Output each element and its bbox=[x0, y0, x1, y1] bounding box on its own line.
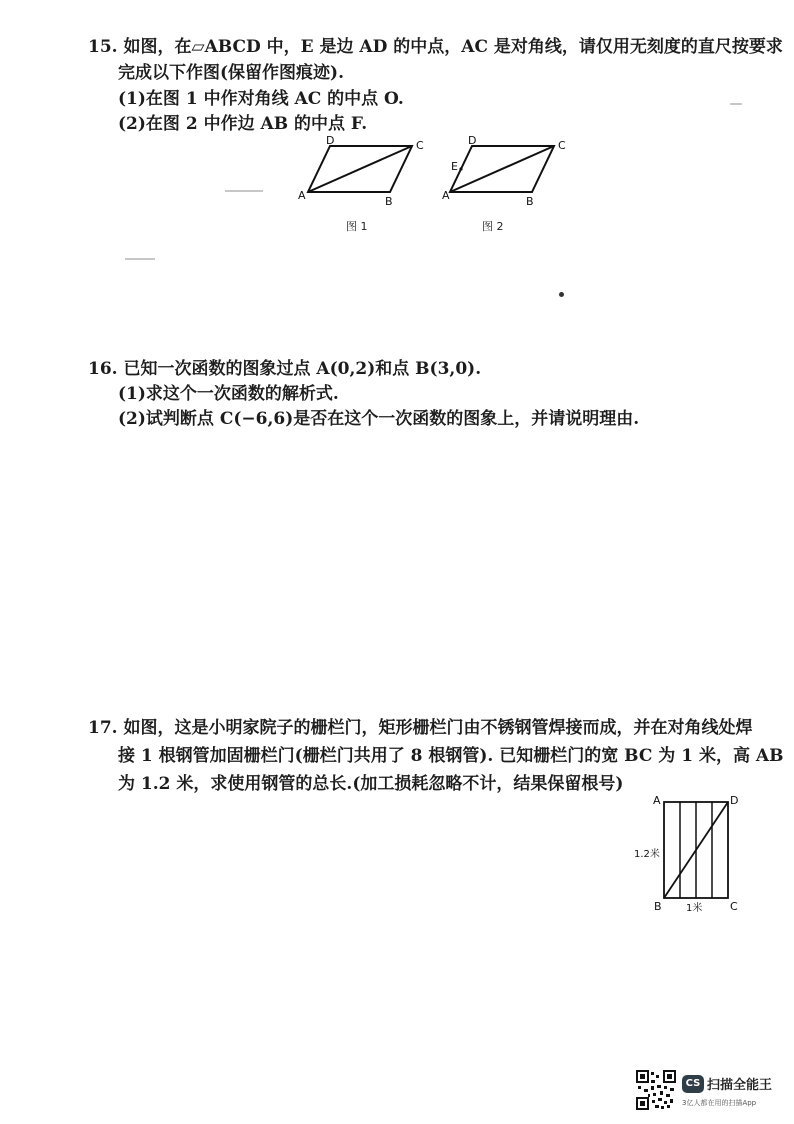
scan-dot bbox=[559, 292, 564, 297]
q17-fence-figure bbox=[628, 790, 748, 920]
fence-label-d: D bbox=[730, 794, 739, 807]
q15-line-3: (1)在图 1 中作对角线 AC 的中点 O. bbox=[118, 89, 404, 109]
fence-label-b: B bbox=[654, 900, 662, 913]
q15-line-4: (2)在图 2 中作边 AB 的中点 F. bbox=[118, 114, 368, 134]
q16-line-1: 16. 已知一次函数的图象过点 A(0,2)和点 B(3,0). bbox=[88, 359, 482, 379]
scan-smudge bbox=[225, 190, 263, 192]
fence-height-label: 1.2米 bbox=[634, 849, 660, 860]
fig1-caption: 图 1 bbox=[346, 220, 368, 233]
fence-label-a: A bbox=[653, 794, 661, 807]
fig2-label-e: E bbox=[451, 160, 458, 173]
qr-code bbox=[636, 1070, 676, 1110]
fig1-label-a: A bbox=[298, 189, 306, 202]
fig2-label-d: D bbox=[468, 134, 477, 147]
fence-label-c: C bbox=[730, 900, 738, 913]
scan-smudge bbox=[730, 103, 742, 105]
fig1-label-b: B bbox=[385, 195, 393, 208]
fig2-caption: 图 2 bbox=[482, 220, 504, 233]
q17-line-1: 17. 如图，这是小明家院子的栅栏门，矩形栅栏门由不锈钢管焊接而成，并在对角线处焊 bbox=[88, 718, 753, 738]
camscanner-tagline: 3亿人都在用的扫描App bbox=[682, 1099, 757, 1107]
q17-line-2: 接 1 根钢管加固栅栏门(栅栏门共用了 8 根钢管). 已知栅栏门的宽 BC 为 1 米，高 AB bbox=[118, 746, 784, 766]
camscanner-logo: CS bbox=[682, 1075, 704, 1093]
q15-line-1: 15. 如图，在▱ABCD 中，E 是边 AD 的中点，AC 是对角线，请仅用无刻度的直尺按要求 bbox=[88, 37, 783, 57]
fig2-label-a: A bbox=[442, 189, 450, 202]
camscanner-app-name: 扫描全能王 bbox=[707, 1078, 773, 1093]
fence-width-label: 1米 bbox=[686, 903, 703, 914]
q17-line-3: 为 1.2 米，求使用钢管的总长.(加工损耗忽略不计，结果保留根号) bbox=[118, 774, 624, 794]
fig1-label-d: D bbox=[326, 134, 335, 147]
fig2-label-b: B bbox=[526, 195, 534, 208]
q15-figure-2 bbox=[436, 132, 586, 208]
scan-smudge bbox=[125, 258, 155, 260]
q16-line-3: (2)试判断点 C(−6,6)是否在这个一次函数的图象上，并请说明理由. bbox=[118, 409, 640, 429]
fig1-label-c: C bbox=[416, 139, 424, 152]
q15-line-2: 完成以下作图(保留作图痕迹). bbox=[118, 63, 345, 83]
fig2-label-c: C bbox=[558, 139, 566, 152]
q16-line-2: (1)求这个一次函数的解析式. bbox=[118, 384, 339, 404]
q15-figure-1 bbox=[290, 132, 440, 208]
